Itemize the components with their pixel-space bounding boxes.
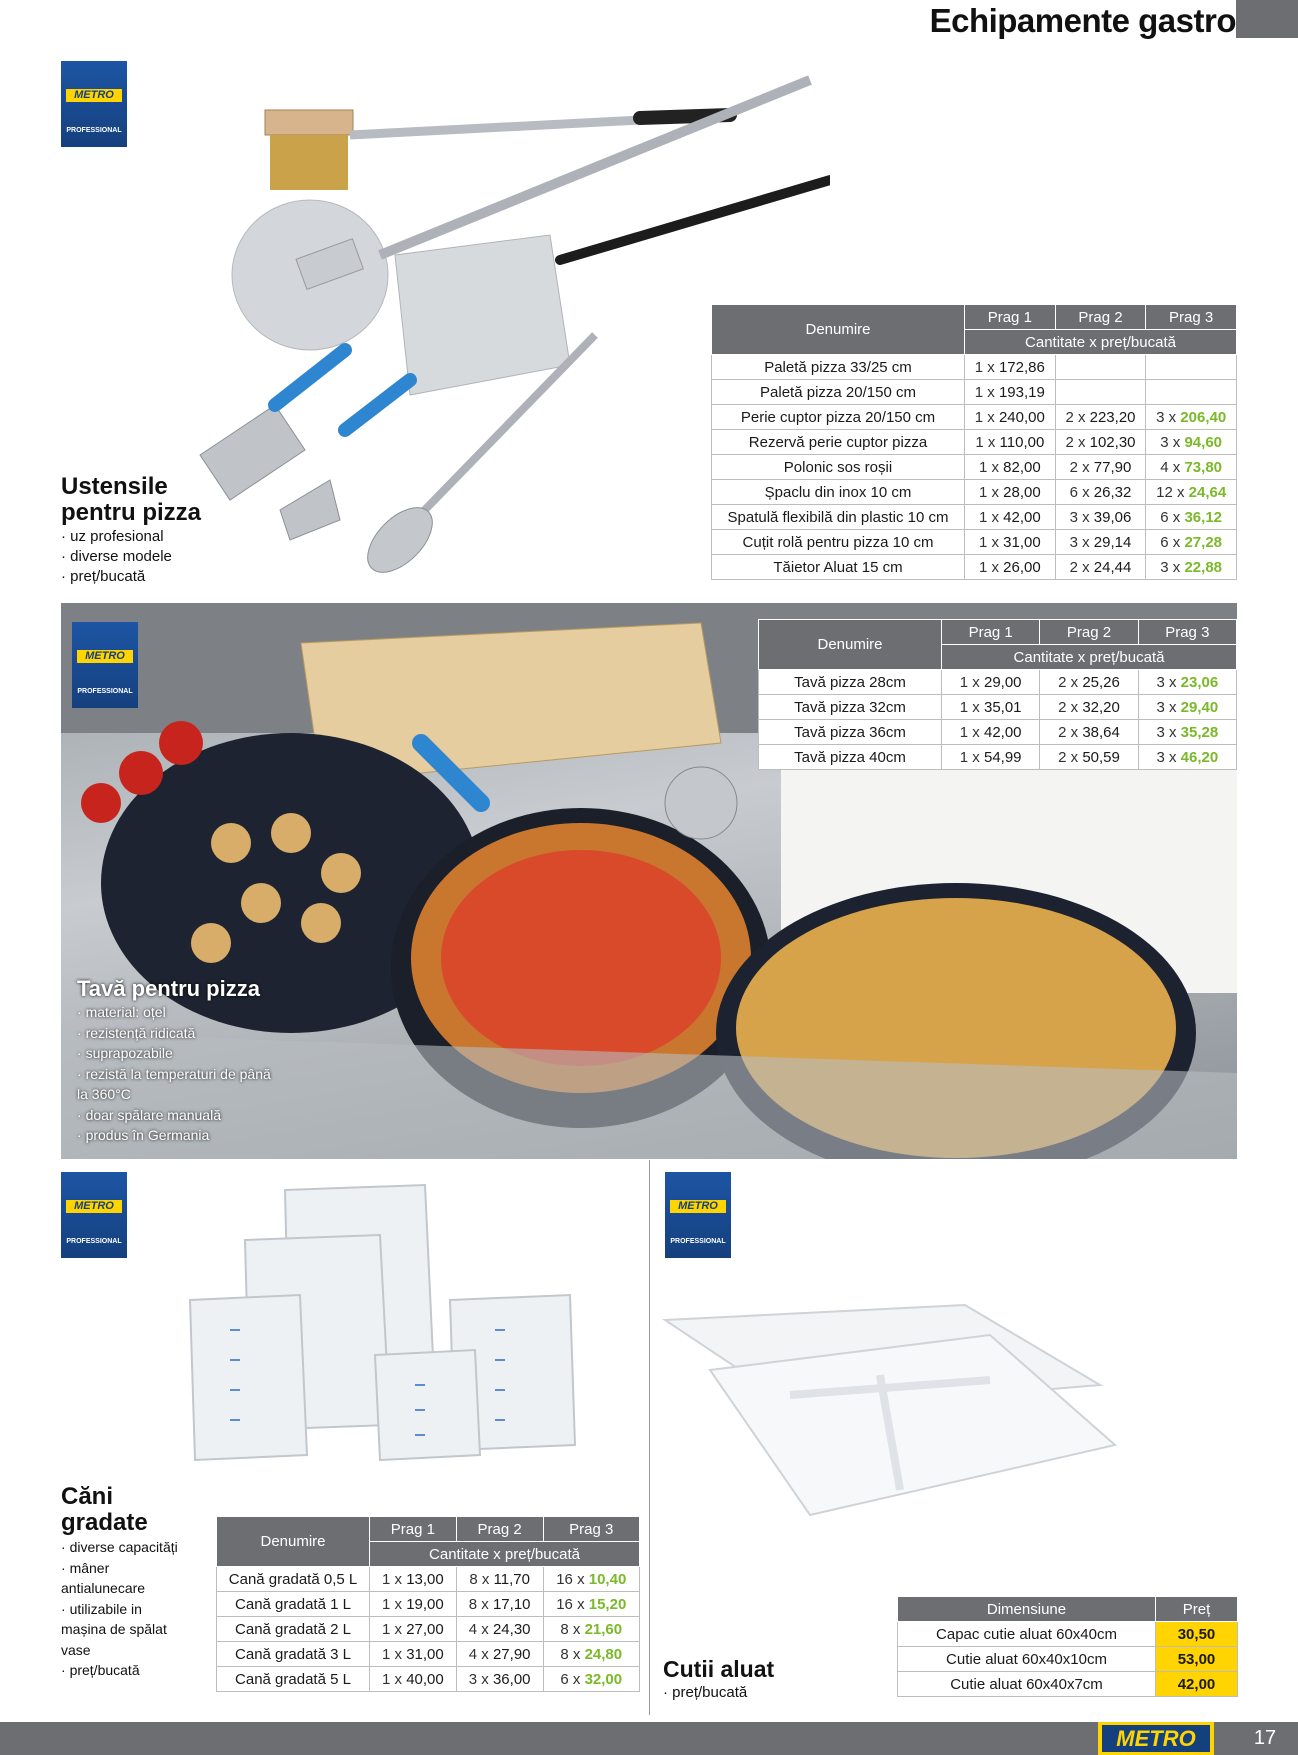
dough-boxes-image	[660, 1290, 1120, 1520]
price: 27,90	[492, 1645, 531, 1663]
table-row	[217, 1592, 640, 1617]
price-cell-prag3	[1138, 720, 1236, 745]
price-cell-prag2	[1040, 745, 1138, 770]
price: 17,10	[492, 1595, 531, 1613]
price-cell-prag1	[370, 1667, 457, 1692]
price: 23,06	[1180, 673, 1219, 691]
price: 39,06	[1093, 508, 1132, 526]
price-cell-prag1	[942, 745, 1040, 770]
measuring-jugs-image	[175, 1170, 595, 1470]
price-cell-prag1	[370, 1617, 457, 1642]
price: 35,01	[983, 698, 1022, 716]
col-prag2-header: Prag 2	[1055, 305, 1146, 330]
quantity: 2 x	[1069, 558, 1090, 576]
product-name: Cană gradată 0,5 L	[217, 1567, 370, 1592]
footer-bar	[0, 1722, 1232, 1755]
pizza-trays-title: Tavă pentru pizza	[77, 976, 260, 1001]
quantity: 3 x	[1069, 533, 1090, 551]
quantity: 1 x	[382, 1570, 403, 1588]
table-row	[712, 505, 1237, 530]
product-name: Cuțit rolă pentru pizza 10 cm	[712, 530, 965, 555]
price: 13,00	[406, 1570, 444, 1588]
jugs-title-line1: Căni	[61, 1483, 114, 1510]
price: 25,26	[1082, 673, 1120, 691]
product-name: Tăietor Aluat 15 cm	[712, 555, 965, 580]
jugs-title	[61, 1484, 148, 1536]
price: 11,70	[493, 1570, 530, 1588]
price: 40,00	[406, 1670, 444, 1688]
col-prag3-header: Prag 3	[543, 1517, 639, 1542]
col-prag2-header: Prag 2	[1040, 620, 1138, 645]
price-cell-prag3	[543, 1617, 639, 1642]
bullet: · mâner antialunecare	[61, 1558, 179, 1599]
col-name-header: Denumire	[759, 620, 942, 670]
quantity: 3 x	[1156, 408, 1177, 426]
metro-professional-logo	[72, 622, 138, 708]
table-row	[712, 430, 1237, 455]
table-row	[898, 1672, 1238, 1697]
product-name: Perie cuptor pizza 20/150 cm	[712, 405, 965, 430]
price-cell-prag1	[965, 380, 1056, 405]
price: 102,30	[1089, 433, 1136, 451]
quantity: 1 x	[382, 1670, 403, 1688]
metro-professional-logo	[61, 1172, 127, 1258]
price: 172,86	[998, 358, 1045, 376]
price-cell-prag2	[1040, 695, 1138, 720]
dough-boxes-bullets	[663, 1683, 803, 1703]
price-cell-prag3	[1146, 555, 1237, 580]
price: 77,90	[1093, 458, 1132, 476]
quantity: 2 x	[1058, 673, 1079, 691]
price-cell-prag1	[965, 355, 1056, 380]
col-sub-header: Cantitate x preț/bucată	[942, 645, 1237, 670]
quantity: 4 x	[468, 1620, 489, 1638]
price: 10,40	[588, 1570, 627, 1588]
table-row	[712, 455, 1237, 480]
price-cell-prag2	[456, 1642, 543, 1667]
page-title: Echipamente gastro	[929, 2, 1236, 39]
price: 73,80	[1184, 458, 1223, 476]
quantity: 8 x	[469, 1570, 490, 1588]
price-cell-prag2	[456, 1617, 543, 1642]
quantity: 1 x	[382, 1595, 403, 1613]
bullet: · uz profesional	[61, 527, 221, 547]
table-row	[898, 1622, 1238, 1647]
bullet: · diverse modele	[61, 547, 221, 567]
price-cell-prag2	[1040, 670, 1138, 695]
price: 50,59	[1082, 748, 1120, 766]
product-name: Tavă pizza 32cm	[759, 695, 942, 720]
quantity: 2 x	[1065, 408, 1086, 426]
col-name-header: Denumire	[712, 305, 965, 355]
product-name: Tavă pizza 36cm	[759, 720, 942, 745]
quantity: 2 x	[1065, 433, 1086, 451]
bullet: · preț/bucată	[61, 567, 221, 587]
quantity: 3 x	[468, 1670, 489, 1688]
pizza-trays-price-table	[758, 619, 1237, 770]
bullet: · material: oțel	[77, 1002, 277, 1023]
price-cell-prag2	[1040, 720, 1138, 745]
price-cell-prag2	[456, 1567, 543, 1592]
price-cell-prag1	[942, 720, 1040, 745]
price: 24,64	[1188, 483, 1227, 501]
price: 110,00	[999, 433, 1045, 451]
price: 35,28	[1180, 723, 1219, 741]
price: 31,00	[406, 1645, 444, 1663]
product-name: Polonic sos roșii	[712, 455, 965, 480]
price: 19,00	[406, 1595, 444, 1613]
price-cell-prag3	[1138, 695, 1236, 720]
price: 42,00	[1003, 508, 1041, 526]
table-row	[217, 1617, 640, 1642]
price-cell-prag3	[1146, 380, 1237, 405]
price-cell-prag3	[1146, 505, 1237, 530]
quantity: 2 x	[1058, 698, 1079, 716]
price: 32,20	[1082, 698, 1120, 716]
product-name: Spatulă flexibilă din plastic 10 cm	[712, 505, 965, 530]
price-cell-prag2	[1055, 555, 1146, 580]
logo-sub: PROFESSIONAL	[77, 688, 133, 695]
col-prag1-header: Prag 1	[370, 1517, 457, 1542]
price-cell-prag2	[1055, 505, 1146, 530]
pizza-tools-price-table	[711, 304, 1237, 580]
quantity: 1 x	[959, 673, 980, 691]
quantity: 6 x	[1160, 533, 1181, 551]
bullet: · utilizabile in mașina de spălat vase	[61, 1599, 179, 1661]
logo-brand: METRO	[670, 1200, 726, 1213]
price-cell-prag1	[942, 695, 1040, 720]
col-prag3-header: Prag 3	[1138, 620, 1236, 645]
price-cell-prag3	[543, 1592, 639, 1617]
price-cell-prag3	[1138, 670, 1236, 695]
jugs-price-table	[216, 1516, 640, 1692]
quantity: 16 x	[556, 1595, 585, 1613]
product-name: Cană gradată 1 L	[217, 1592, 370, 1617]
price-cell-prag2	[1055, 380, 1146, 405]
quantity: 1 x	[974, 408, 995, 426]
quantity: 1 x	[978, 483, 999, 501]
price-cell-prag1	[965, 555, 1056, 580]
price: 31,00	[1003, 533, 1041, 551]
col-sub-header: Cantitate x preț/bucată	[370, 1542, 640, 1567]
price: 223,20	[1089, 408, 1136, 426]
footer-brand: METRO	[1102, 1725, 1210, 1752]
page-header	[895, 0, 1298, 44]
scraper-image	[200, 350, 345, 500]
table-row	[759, 670, 1237, 695]
price-cell-prag3	[543, 1642, 639, 1667]
price: 206,40	[1180, 408, 1227, 426]
quantity: 8 x	[560, 1645, 581, 1663]
price: 54,99	[983, 748, 1022, 766]
bullet: · diverse capacități	[61, 1537, 179, 1558]
price: 46,20	[1180, 748, 1219, 766]
price-cell-prag2	[1055, 405, 1146, 430]
price: 24,30	[492, 1620, 531, 1638]
price-cell-prag1	[370, 1642, 457, 1667]
price: 26,32	[1093, 483, 1132, 501]
price: 32,00	[584, 1670, 623, 1688]
pizza-tools-bullets	[61, 527, 221, 587]
quantity: 1 x	[382, 1645, 403, 1663]
dough-cutter-image	[280, 380, 410, 540]
quantity: 2 x	[1058, 723, 1079, 741]
price-cell-prag3	[1138, 745, 1236, 770]
table-row	[217, 1642, 640, 1667]
table-row	[712, 480, 1237, 505]
price-cell-prag2	[1055, 430, 1146, 455]
oven-brush-image	[265, 110, 730, 190]
price-cell-prag1	[965, 530, 1056, 555]
quantity: 1 x	[959, 723, 980, 741]
col-price-header: Preț	[1156, 1597, 1238, 1622]
price: 36,00	[492, 1670, 531, 1688]
col-prag1-header: Prag 1	[942, 620, 1040, 645]
logo-sub: PROFESSIONAL	[670, 1238, 726, 1245]
product-name: Cutie aluat 60x40x10cm	[898, 1647, 1156, 1672]
price-cell-prag1	[965, 480, 1056, 505]
price: 27,00	[406, 1620, 444, 1638]
quantity: 4 x	[1160, 458, 1181, 476]
logo-brand: METRO	[66, 1200, 122, 1213]
table-row	[712, 530, 1237, 555]
table-row	[759, 695, 1237, 720]
pizza-tools-title-line2: pentru pizza	[61, 499, 202, 526]
jugs-bullets	[61, 1537, 179, 1681]
price: 27,28	[1184, 533, 1223, 551]
price: 28,00	[1003, 483, 1041, 501]
quantity: 3 x	[1156, 748, 1177, 766]
quantity: 1 x	[978, 533, 999, 551]
col-prag3-header: Prag 3	[1146, 305, 1237, 330]
table-row	[712, 405, 1237, 430]
product-name: Paletă pizza 20/150 cm	[712, 380, 965, 405]
quantity: 3 x	[1156, 698, 1177, 716]
pizza-tools-title	[61, 474, 201, 526]
price: 30,50	[1156, 1622, 1238, 1647]
table-row	[898, 1647, 1238, 1672]
product-name: Capac cutie aluat 60x40cm	[898, 1622, 1156, 1647]
price-cell-prag1	[370, 1592, 457, 1617]
quantity: 1 x	[959, 748, 980, 766]
price: 29,14	[1093, 533, 1132, 551]
product-name: Cană gradată 3 L	[217, 1642, 370, 1667]
price: 26,00	[1003, 558, 1041, 576]
quantity: 4 x	[468, 1645, 489, 1663]
quantity: 12 x	[1156, 483, 1185, 501]
quantity: 1 x	[978, 508, 999, 526]
quantity: 3 x	[1156, 723, 1177, 741]
price: 29,00	[983, 673, 1022, 691]
table-row	[712, 355, 1237, 380]
footer-metro-logo	[1098, 1722, 1214, 1755]
quantity: 1 x	[382, 1620, 403, 1638]
table-row	[759, 745, 1237, 770]
quantity: 3 x	[1160, 558, 1181, 576]
price-cell-prag1	[965, 430, 1056, 455]
logo-sub: PROFESSIONAL	[66, 127, 122, 134]
price-cell-prag3	[543, 1667, 639, 1692]
price-cell-prag3	[1146, 430, 1237, 455]
col-prag1-header: Prag 1	[965, 305, 1056, 330]
table-row	[759, 720, 1237, 745]
pizza-tools-title-line1: Ustensile	[61, 473, 168, 500]
header-accent-box	[1236, 0, 1298, 38]
quantity: 1 x	[974, 383, 995, 401]
bullet: · produs în Germania	[77, 1125, 277, 1146]
col-name-header: Denumire	[217, 1517, 370, 1567]
price: 240,00	[998, 408, 1045, 426]
price-cell-prag2	[456, 1667, 543, 1692]
table-row	[712, 555, 1237, 580]
price-cell-prag2	[1055, 455, 1146, 480]
col-dimension-header: Dimensiune	[898, 1597, 1156, 1622]
dough-boxes-price-table	[897, 1596, 1238, 1697]
price-cell-prag1	[370, 1567, 457, 1592]
bullet: · preț/bucată	[61, 1660, 179, 1681]
price-cell-prag1	[965, 455, 1056, 480]
quantity: 2 x	[1058, 748, 1079, 766]
price: 21,60	[584, 1620, 623, 1638]
table-row	[712, 380, 1237, 405]
quantity: 6 x	[1069, 483, 1090, 501]
price: 22,88	[1184, 558, 1223, 576]
logo-sub: PROFESSIONAL	[66, 1238, 122, 1245]
price: 42,00	[1156, 1672, 1238, 1697]
product-name: Paletă pizza 33/25 cm	[712, 355, 965, 380]
product-name: Șpaclu din inox 10 cm	[712, 480, 965, 505]
price: 193,19	[998, 383, 1045, 401]
price-cell-prag3	[1146, 405, 1237, 430]
price-cell-prag3	[1146, 530, 1237, 555]
vertical-divider	[649, 1160, 650, 1715]
price: 53,00	[1156, 1647, 1238, 1672]
price-cell-prag2	[456, 1592, 543, 1617]
table-row	[217, 1567, 640, 1592]
product-name: Cană gradată 2 L	[217, 1617, 370, 1642]
quantity: 1 x	[975, 433, 996, 451]
price: 15,20	[588, 1595, 627, 1613]
price-cell-prag3	[543, 1567, 639, 1592]
price-cell-prag2	[1055, 480, 1146, 505]
product-name: Cană gradată 5 L	[217, 1667, 370, 1692]
price-cell-prag3	[1146, 455, 1237, 480]
logo-brand: METRO	[66, 89, 122, 102]
price-cell-prag2	[1055, 530, 1146, 555]
logo-brand: METRO	[77, 650, 133, 663]
quantity: 1 x	[978, 558, 999, 576]
price: 36,12	[1184, 508, 1223, 526]
price-cell-prag3	[1146, 480, 1237, 505]
bullet: · suprapozabile	[77, 1043, 277, 1064]
price-cell-prag2	[1055, 355, 1146, 380]
product-name: Tavă pizza 40cm	[759, 745, 942, 770]
price: 42,00	[983, 723, 1022, 741]
quantity: 2 x	[1069, 458, 1090, 476]
quantity: 16 x	[556, 1570, 585, 1588]
col-prag2-header: Prag 2	[456, 1517, 543, 1542]
table-row	[217, 1667, 640, 1692]
quantity: 6 x	[560, 1670, 581, 1688]
product-name: Rezervă perie cuptor pizza	[712, 430, 965, 455]
price: 82,00	[1003, 458, 1041, 476]
quantity: 1 x	[959, 698, 980, 716]
bullet: · doar spălare manuală	[77, 1105, 277, 1126]
pizza-trays-bullets	[77, 1002, 277, 1146]
quantity: 3 x	[1156, 673, 1177, 691]
quantity: 1 x	[978, 458, 999, 476]
quantity: 3 x	[1160, 433, 1181, 451]
metro-professional-logo	[665, 1172, 731, 1258]
price: 38,64	[1082, 723, 1120, 741]
quantity: 1 x	[974, 358, 995, 376]
price-cell-prag1	[965, 505, 1056, 530]
price-cell-prag1	[942, 670, 1040, 695]
quantity: 6 x	[1160, 508, 1181, 526]
price-cell-prag1	[965, 405, 1056, 430]
price: 29,40	[1180, 698, 1219, 716]
price-cell-prag3	[1146, 355, 1237, 380]
metro-professional-logo	[61, 61, 127, 147]
dough-boxes-title: Cutii aluat	[663, 1656, 775, 1682]
quantity: 8 x	[560, 1620, 581, 1638]
bullet: · rezistă la temperaturi de până la 360°C	[77, 1064, 277, 1105]
product-name: Tavă pizza 28cm	[759, 670, 942, 695]
product-name: Cutie aluat 60x40x7cm	[898, 1672, 1156, 1697]
bullet: · preț/bucată	[663, 1683, 803, 1703]
price: 94,60	[1184, 433, 1223, 451]
jugs-title-line2: gradate	[61, 1509, 148, 1536]
quantity: 8 x	[468, 1595, 489, 1613]
price: 24,44	[1093, 558, 1132, 576]
page-number: 17	[1232, 1722, 1298, 1755]
quantity: 3 x	[1069, 508, 1090, 526]
bullet: · rezistență ridicată	[77, 1023, 277, 1044]
price: 24,80	[584, 1645, 623, 1663]
col-sub-header: Cantitate x preț/bucată	[965, 330, 1237, 355]
